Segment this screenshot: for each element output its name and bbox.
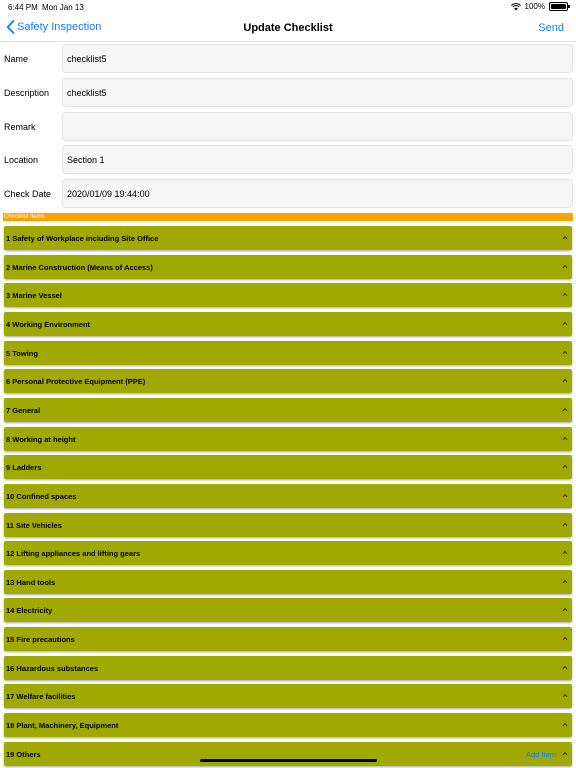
checklist-item-label: 3 Marine Vessel	[6, 291, 62, 301]
chevron-up-icon[interactable]	[562, 550, 568, 555]
checklist-item[interactable]	[4, 598, 572, 622]
checklist-item[interactable]	[4, 484, 572, 508]
chevron-up-icon[interactable]	[562, 407, 568, 412]
chevron-up-icon[interactable]	[562, 579, 568, 584]
checklist-item[interactable]	[4, 455, 572, 479]
checklist-item-label: 2 Marine Construction (Means of Access)	[6, 262, 153, 272]
location-label: Location	[4, 155, 39, 165]
back-button-label: Safety Inspection	[17, 21, 102, 33]
checklist-item-label: 11 Site Vehicles	[6, 520, 62, 530]
checklist-item[interactable]	[4, 255, 572, 279]
check-date-input[interactable]	[62, 179, 573, 208]
checklist-item-label: 17 Welfare facilities	[6, 692, 76, 702]
chevron-up-icon[interactable]	[562, 636, 568, 641]
checklist-item-label: 16 Hazardous substances	[6, 663, 99, 673]
name-row	[0, 42, 576, 76]
checklist-item-label: 1 Safety of Workplace including Site Office	[6, 234, 159, 243]
status-date: Mon Jan 13	[42, 3, 84, 12]
checklist-item-label: 9 Ladders	[6, 463, 42, 473]
remark-input[interactable]	[62, 112, 573, 141]
send-button[interactable]: Send	[538, 22, 564, 34]
name-input[interactable]	[62, 44, 573, 73]
chevron-up-icon[interactable]	[562, 436, 568, 441]
checklist-item[interactable]	[4, 427, 572, 451]
checklist-item[interactable]	[4, 742, 572, 766]
description-label: Description	[4, 88, 50, 98]
chevron-up-icon[interactable]	[562, 264, 568, 269]
checklist-item-label: 10 Confined spaces	[6, 491, 77, 501]
description-input[interactable]	[62, 78, 573, 107]
location-input[interactable]	[62, 145, 573, 174]
remark-row	[0, 110, 576, 144]
checklist-item[interactable]	[4, 713, 572, 737]
checklist-item-label: 18 Plant, Machinery, Equipment	[6, 721, 119, 731]
check-date-label: Check Date	[4, 189, 52, 199]
chevron-up-icon[interactable]	[562, 235, 568, 240]
page-title: Update Checklist	[243, 22, 333, 34]
chevron-up-icon[interactable]	[562, 493, 568, 498]
name-label: Name	[4, 54, 29, 64]
checklist-item-label: 6 Personal Protective Equipment (PPE)	[6, 377, 146, 387]
checklist-item-label: 19 Others	[6, 749, 41, 759]
chevron-up-icon[interactable]	[562, 693, 568, 698]
checklist-item[interactable]	[4, 656, 572, 680]
chevron-up-icon[interactable]	[562, 292, 568, 297]
battery-icon	[549, 2, 568, 11]
checklist-item[interactable]	[4, 369, 572, 393]
status-bar	[0, 0, 576, 14]
checklist-item[interactable]	[4, 283, 572, 307]
status-right	[511, 2, 568, 11]
checklist-item-label: 12 Lifting appliances and lifting gears	[6, 549, 141, 559]
checklist-item[interactable]	[4, 312, 572, 336]
remark-label: Remark	[4, 122, 36, 132]
chevron-up-icon[interactable]	[562, 751, 568, 756]
description-row	[0, 76, 576, 110]
checklist-item-label: 14 Electricity	[6, 606, 53, 616]
add-item-button[interactable]: Add Item	[525, 749, 556, 759]
checklist-item[interactable]	[4, 684, 572, 708]
status-time: 6:44 PM	[8, 3, 38, 12]
checklist-item-label: 8 Working at height	[6, 434, 76, 444]
chevron-up-icon[interactable]	[562, 321, 568, 326]
checklist-section-header: Checklist Items	[3, 213, 573, 221]
checklist-item-label: 4 Working Environment	[6, 319, 91, 329]
battery-percent: 100%	[524, 2, 545, 11]
chevron-up-icon[interactable]	[562, 350, 568, 355]
chevron-up-icon[interactable]	[562, 522, 568, 527]
checklist-item-label: 7 General	[6, 405, 41, 415]
navigation-bar	[0, 14, 576, 42]
chevron-up-icon[interactable]	[562, 464, 568, 469]
checklist-item[interactable]	[4, 627, 572, 651]
home-indicator	[200, 759, 377, 762]
chevron-up-icon[interactable]	[562, 378, 568, 383]
checklist-item-label: 15 Fire precautions	[6, 635, 75, 645]
checklist-item[interactable]	[4, 513, 572, 537]
checklist-item[interactable]	[4, 341, 572, 365]
checklist-item[interactable]	[4, 570, 572, 594]
checklist-item[interactable]	[4, 398, 572, 422]
wifi-icon	[511, 3, 521, 11]
check-date-row	[0, 177, 576, 211]
location-row	[0, 143, 576, 177]
checklist-item[interactable]	[4, 541, 572, 565]
chevron-up-icon[interactable]	[562, 722, 568, 727]
chevron-up-icon[interactable]	[562, 665, 568, 670]
checklist-item[interactable]	[4, 226, 572, 250]
checklist-item-label: 13 Hand tools	[6, 577, 56, 587]
chevron-up-icon[interactable]	[562, 607, 568, 612]
checklist-item-label: 5 Towing	[6, 348, 38, 358]
